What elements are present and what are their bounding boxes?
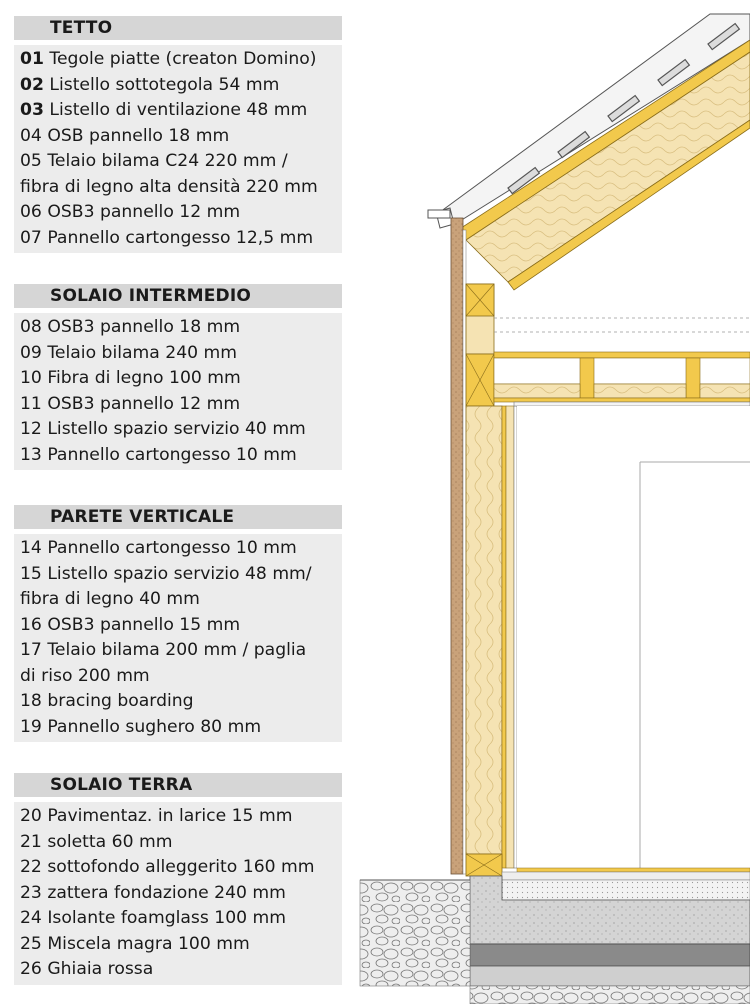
- legend-item-text: Isolante foamglass 100 mm: [47, 908, 287, 928]
- legend-item-text: Listello di ventilazione 48 mm: [49, 100, 308, 120]
- legend-item-text: Pannello cartongesso 10 mm: [47, 538, 297, 558]
- exterior-wall: [451, 218, 517, 876]
- room-interior: [517, 406, 750, 868]
- legend-item-text: Tegole piatte (creaton Domino): [49, 49, 317, 69]
- legend-list: [14, 802, 342, 985]
- legend-item-text: Pannello sughero 80 mm: [47, 716, 262, 737]
- legend-item-text: Miscela magra 100 mm: [47, 933, 250, 954]
- legend-item-text: OSB3 pannello 15 mm: [47, 614, 241, 635]
- legend-item-number: 01: [20, 49, 44, 69]
- legend-item-text: Ghiaia rossa: [47, 959, 154, 979]
- legend-item: [20, 830, 342, 856]
- legend-item: [20, 613, 342, 639]
- legend-item-text: OSB3 pannello 12 mm: [47, 202, 241, 222]
- legend-item: [20, 881, 342, 907]
- legend-item-text: OSB3 pannello 12 mm: [47, 393, 241, 414]
- legend-item: [20, 562, 342, 588]
- legend-item: [20, 98, 342, 124]
- legend-item-number: 20: [20, 806, 42, 826]
- legend-item-text: soletta 60 mm: [47, 831, 173, 852]
- legend-item-number: 22: [20, 857, 42, 877]
- intermediate-floor: [494, 318, 750, 406]
- legend-item-text: Telaio bilama 200 mm / paglia: [47, 640, 307, 660]
- legend-item: [20, 689, 342, 715]
- legend-item-number: 23: [20, 882, 42, 903]
- legend-item: [20, 366, 342, 392]
- legend-list: [14, 534, 342, 742]
- legend-item-number: 21: [20, 831, 42, 852]
- legend-item: [20, 73, 342, 99]
- legend-item-number: 26: [20, 959, 42, 979]
- legend-item-number: 14: [20, 538, 42, 558]
- legend-item-number: 12: [20, 419, 42, 439]
- legend-item-number: 10: [20, 368, 42, 388]
- legend-item-text: Fibra di legno 100 mm: [47, 368, 241, 388]
- legend-item: [20, 47, 342, 73]
- legend-item-text: Pavimentaz. in larice 15 mm: [47, 806, 293, 826]
- legend-item-number: 25: [20, 933, 42, 954]
- legend-item-number: 03: [20, 100, 44, 120]
- legend-item: [20, 443, 342, 469]
- legend-item-number: 13: [20, 444, 42, 465]
- legend-item-number: 16: [20, 614, 42, 635]
- legend-item: [20, 124, 342, 150]
- legend-item: [20, 906, 342, 932]
- legend-item-number: 07: [20, 227, 42, 248]
- legend-item-number: 19: [20, 716, 42, 737]
- legend-item-text: bracing boarding: [47, 691, 194, 711]
- legend-item-number: 17: [20, 640, 42, 660]
- roof-assembly: [428, 14, 750, 290]
- legend-item-number: 02: [20, 74, 44, 95]
- legend-item: [20, 536, 342, 562]
- legend-item-text: Pannello cartongesso 10 mm: [47, 444, 297, 465]
- legend-header: TETTO: [14, 16, 342, 40]
- legend-section-tetto: [14, 16, 342, 253]
- legend-item-text: fibra di legno alta densità 220 mm: [20, 176, 318, 197]
- legend-item-number: 05: [20, 151, 42, 171]
- legend-item: [20, 200, 342, 226]
- legend-item-text: OSB pannello 18 mm: [47, 125, 230, 146]
- legend-header: PARETE VERTICALE: [14, 505, 342, 529]
- legend-item-text: Telaio bilama C24 220 mm /: [47, 151, 288, 171]
- legend-header: SOLAIO INTERMEDIO: [14, 284, 342, 308]
- legend-item: [20, 587, 342, 613]
- legend-item-text: Telaio bilama 240 mm: [47, 342, 238, 363]
- legend-item: [20, 226, 342, 252]
- legend-item: [20, 804, 342, 830]
- legend-item-text: di riso 200 mm: [20, 665, 150, 686]
- legend-item-text: sottofondo alleggerito 160 mm: [47, 857, 315, 877]
- legend-item-number: 15: [20, 563, 42, 584]
- legend-item-number: 04: [20, 125, 42, 146]
- legend-section-parete-verticale: [14, 505, 342, 742]
- construction-section-drawing: [340, 0, 750, 1004]
- legend-section-solaio-terra: [14, 773, 342, 985]
- legend-list: [14, 45, 342, 253]
- ground-floor-slab: [360, 868, 750, 1004]
- legend-item: [20, 315, 342, 341]
- legend-item-text: Listello spazio servizio 48 mm/: [47, 563, 312, 584]
- legend-header: SOLAIO TERRA: [14, 773, 342, 797]
- legend-item-text: fibra di legno 40 mm: [20, 589, 200, 609]
- legend-list: [14, 313, 342, 470]
- legend-item: [20, 417, 342, 443]
- legend-item-text: zattera fondazione 240 mm: [47, 882, 286, 903]
- legend-item-number: 24: [20, 908, 42, 928]
- legend-item: [20, 392, 342, 418]
- legend-item-text: Listello sottotegola 54 mm: [49, 74, 280, 95]
- legend-item-text: Listello spazio servizio 40 mm: [47, 419, 306, 439]
- legend-item: [20, 149, 342, 175]
- legend-item: [20, 664, 342, 690]
- legend-item-number: 08: [20, 317, 42, 337]
- legend-item: [20, 855, 342, 881]
- legend-item-text: OSB3 pannello 18 mm: [47, 317, 241, 337]
- legend-item-number: 06: [20, 202, 42, 222]
- legend-item: [20, 932, 342, 958]
- legend-item: [20, 715, 342, 741]
- legend-item: [20, 957, 342, 983]
- legend-item: [20, 341, 342, 367]
- legend-item: [20, 175, 342, 201]
- legend-item-text: Pannello cartongesso 12,5 mm: [47, 227, 314, 248]
- legend-section-solaio-intermedio: [14, 284, 342, 470]
- legend-item: [20, 638, 342, 664]
- legend-item-number: 18: [20, 691, 42, 711]
- legend-item-number: 11: [20, 393, 42, 414]
- legend-item-number: 09: [20, 342, 42, 363]
